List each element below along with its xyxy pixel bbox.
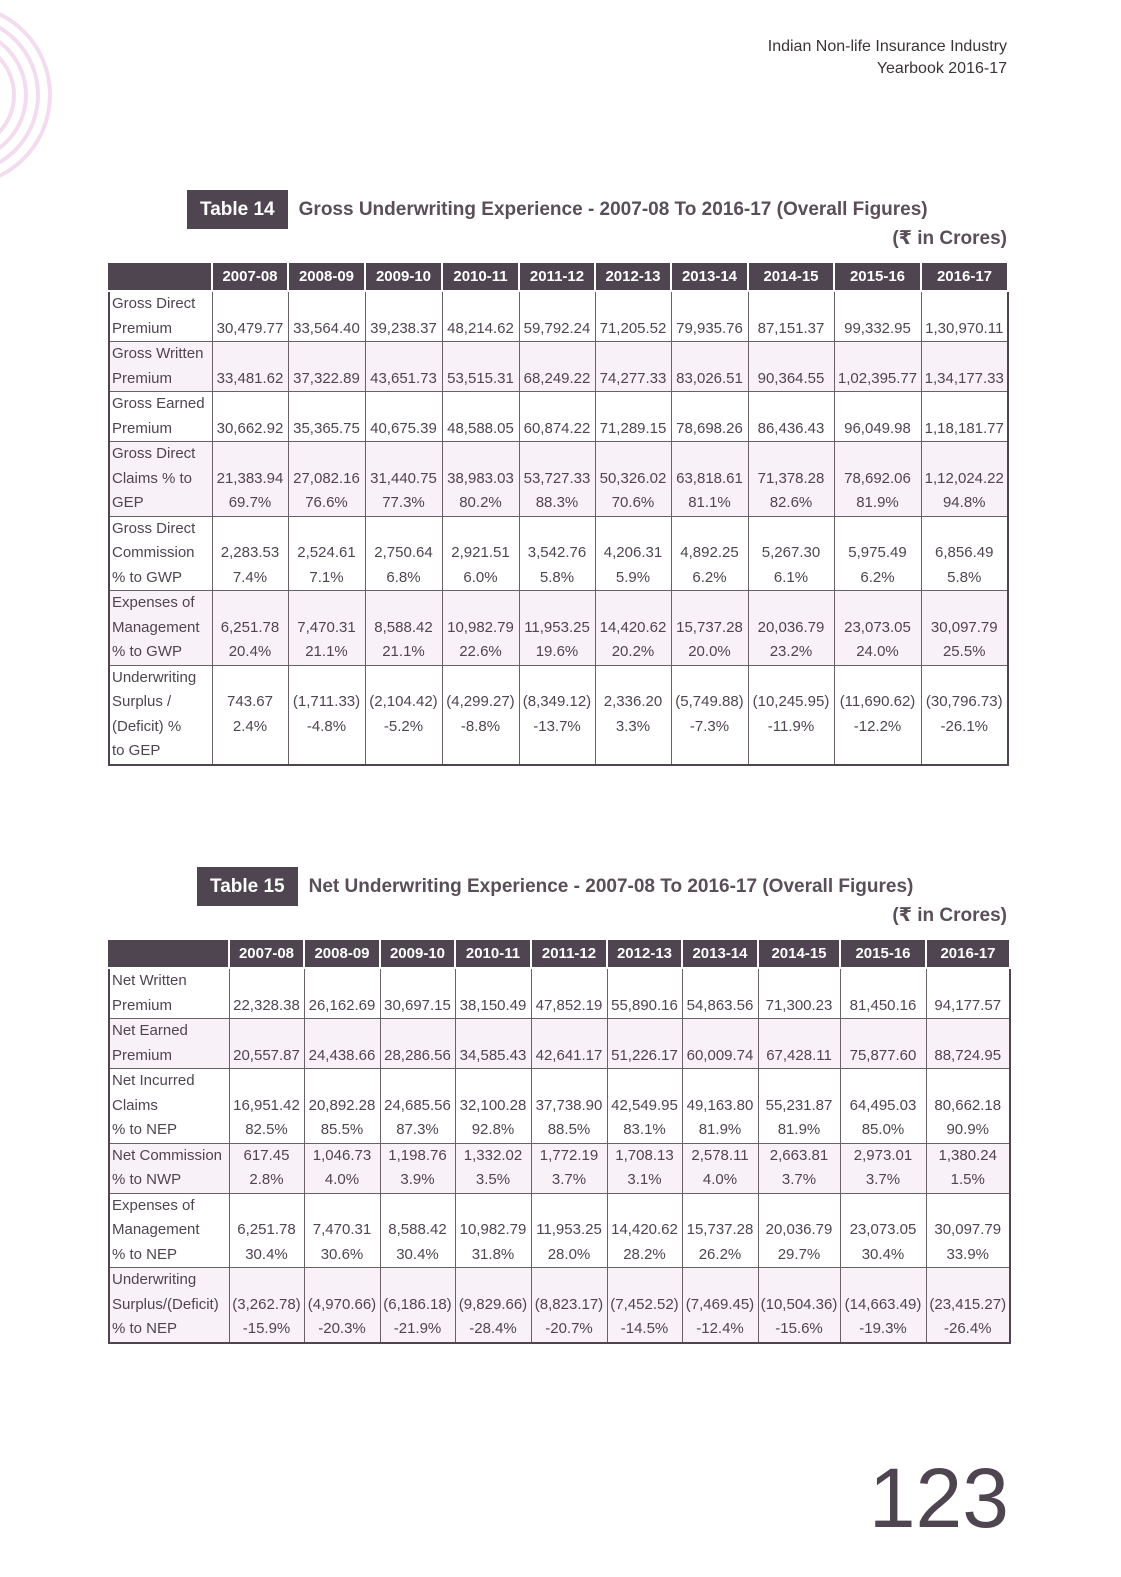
page-number: 123 [868, 1451, 1009, 1545]
table-cell: 4,892.25 6.2% [671, 516, 748, 591]
table-cell: 34,585.43 [455, 1019, 531, 1069]
table-cell: 71,300.23 [758, 968, 840, 1019]
row-label: Gross Written Premium [109, 342, 212, 392]
row-label: Gross Direct Claims % to GEP [109, 442, 212, 517]
table-cell: 88,724.95 [926, 1019, 1010, 1069]
table-cell: 2,921.51 6.0% [442, 516, 519, 591]
table-cell: 1,12,024.22 94.8% [921, 442, 1008, 517]
table-row [109, 968, 1010, 1019]
table-cell: 10,982.79 31.8% [455, 1193, 531, 1268]
table-cell: 83,026.51 [671, 342, 748, 392]
table-cell: 64,495.03 85.0% [840, 1069, 926, 1144]
table15-title: Net Underwriting Experience - 2007-08 To 2016-17 (Overall Figures) [308, 875, 914, 897]
table-cell: 27,082.16 76.6% [288, 442, 365, 517]
table-cell: 33,564.40 [288, 291, 365, 342]
table-cell: 20,557.87 [229, 1019, 304, 1069]
table-cell: 74,277.33 [595, 342, 671, 392]
table-cell: 1,198.76 3.9% [380, 1143, 455, 1193]
table-cell: 23,073.05 30.4% [840, 1193, 926, 1268]
table-cell: 10,982.79 22.6% [442, 591, 519, 666]
table-cell: 16,951.42 82.5% [229, 1069, 304, 1144]
table-row [109, 516, 1008, 591]
table-cell: (8,349.12) -13.7% [519, 665, 595, 765]
row-label: Net Written Premium [109, 968, 229, 1019]
table-cell: 8,588.42 21.1% [365, 591, 442, 666]
table-cell: 617.45 2.8% [229, 1143, 304, 1193]
table-cell: 78,692.06 81.9% [834, 442, 921, 517]
table-cell: 14,420.62 28.2% [607, 1193, 682, 1268]
year-header: 2009-10 [365, 262, 442, 291]
row-label: Expenses of Management % to GWP [109, 591, 212, 666]
table-cell: 31,440.75 77.3% [365, 442, 442, 517]
table-cell: 75,877.60 [840, 1019, 926, 1069]
year-header: 2015-16 [840, 939, 926, 968]
table-row [109, 392, 1008, 442]
table-cell: 1,34,177.33 [921, 342, 1008, 392]
year-header: 2012-13 [595, 262, 671, 291]
table-cell: 60,009.74 [682, 1019, 758, 1069]
table-cell: 81,450.16 [840, 968, 926, 1019]
table14 [108, 261, 1009, 766]
table-cell: 55,890.16 [607, 968, 682, 1019]
table-cell: (4,299.27) -8.8% [442, 665, 519, 765]
table-cell: (1,711.33) -4.8% [288, 665, 365, 765]
row-label: Gross Direct Premium [109, 291, 212, 342]
table-cell: 23,073.05 24.0% [834, 591, 921, 666]
table-cell: 2,973.01 3.7% [840, 1143, 926, 1193]
table-cell: 38,150.49 [455, 968, 531, 1019]
table-cell: 1,332.02 3.5% [455, 1143, 531, 1193]
table-cell: 51,226.17 [607, 1019, 682, 1069]
year-header: 2007-08 [229, 939, 304, 968]
table-row [109, 442, 1008, 517]
year-header: 2016-17 [926, 939, 1010, 968]
table-cell: 55,231.87 81.9% [758, 1069, 840, 1144]
table-row [109, 1143, 1010, 1193]
table-cell: (10,504.36) -15.6% [758, 1268, 840, 1343]
year-header: 2012-13 [607, 939, 682, 968]
table-cell: 42,641.17 [531, 1019, 607, 1069]
table-cell: 2,663.81 3.7% [758, 1143, 840, 1193]
table-cell: 49,163.80 81.9% [682, 1069, 758, 1144]
table-cell: 22,328.38 [229, 968, 304, 1019]
table-row [109, 1069, 1010, 1144]
table14-tag: Table 14 [187, 190, 288, 229]
table-cell: 24,685.56 87.3% [380, 1069, 455, 1144]
table-cell: (2,104.42) -5.2% [365, 665, 442, 765]
table-row [109, 665, 1008, 765]
year-header: 2011-12 [531, 939, 607, 968]
table-cell: (6,186.18) -21.9% [380, 1268, 455, 1343]
table14-header-row [109, 262, 1008, 291]
table-cell: (10,245.95) -11.9% [748, 665, 834, 765]
table-cell: 11,953.25 19.6% [519, 591, 595, 666]
table15 [108, 938, 1011, 1344]
table-cell: 96,049.98 [834, 392, 921, 442]
table-cell: (30,796.73) -26.1% [921, 665, 1008, 765]
table-cell: 5,267.30 6.1% [748, 516, 834, 591]
table-row [109, 1268, 1010, 1343]
year-header: 2010-11 [442, 262, 519, 291]
table14-title-bar [187, 190, 928, 229]
table-row [109, 291, 1008, 342]
table-cell: (3,262.78) -15.9% [229, 1268, 304, 1343]
table-cell: 67,428.11 [758, 1019, 840, 1069]
table-cell: 1,046.73 4.0% [304, 1143, 380, 1193]
table-cell: 6,251.78 30.4% [229, 1193, 304, 1268]
table15-header-row [109, 939, 1010, 968]
table-cell: 35,365.75 [288, 392, 365, 442]
table-cell: 37,322.89 [288, 342, 365, 392]
table-cell: 80,662.18 90.9% [926, 1069, 1010, 1144]
table-cell: 40,675.39 [365, 392, 442, 442]
table-cell: 33,481.62 [212, 342, 288, 392]
row-label: Net Incurred Claims % to NEP [109, 1069, 229, 1144]
table-cell: 90,364.55 [748, 342, 834, 392]
year-header: 2007-08 [212, 262, 288, 291]
table-cell: 30,662.92 [212, 392, 288, 442]
decorative-arcs [0, 0, 70, 230]
table-cell: 2,524.61 7.1% [288, 516, 365, 591]
row-label: Net Commission % to NWP [109, 1143, 229, 1193]
table-cell: (8,823.17) -20.7% [531, 1268, 607, 1343]
table14-unit: (₹ in Crores) [892, 228, 1007, 249]
table-cell: 86,436.43 [748, 392, 834, 442]
table-cell: 743.67 2.4% [212, 665, 288, 765]
year-header: 2015-16 [834, 262, 921, 291]
year-header: 2008-09 [304, 939, 380, 968]
table-cell: 2,750.64 6.8% [365, 516, 442, 591]
table-cell: 53,727.33 88.3% [519, 442, 595, 517]
table-cell: 28,286.56 [380, 1019, 455, 1069]
table14-title: Gross Underwriting Experience - 2007-08 To 2016-17 (Overall Figures) [298, 198, 928, 220]
table-cell: 1,380.24 1.5% [926, 1143, 1010, 1193]
table-cell: 20,036.79 29.7% [758, 1193, 840, 1268]
table-cell: 2,336.20 3.3% [595, 665, 671, 765]
table-cell: 60,874.22 [519, 392, 595, 442]
table-cell: 71,378.28 82.6% [748, 442, 834, 517]
table-cell: 30,097.79 25.5% [921, 591, 1008, 666]
table-cell: 4,206.31 5.9% [595, 516, 671, 591]
table-cell: (9,829.66) -28.4% [455, 1268, 531, 1343]
table-cell: 30,479.77 [212, 291, 288, 342]
table-cell: 32,100.28 92.8% [455, 1069, 531, 1144]
table15-title-bar [197, 867, 913, 906]
table15-unit: (₹ in Crores) [892, 905, 1007, 926]
table-cell: 68,249.22 [519, 342, 595, 392]
table-cell: 1,772.19 3.7% [531, 1143, 607, 1193]
table-cell: 30,697.15 [380, 968, 455, 1019]
row-label: Gross Earned Premium [109, 392, 212, 442]
header-corner [109, 262, 212, 291]
table-cell: (4,970.66) -20.3% [304, 1268, 380, 1343]
year-header: 2014-15 [748, 262, 834, 291]
table-cell: 47,852.19 [531, 968, 607, 1019]
table-cell: 5,975.49 6.2% [834, 516, 921, 591]
year-header: 2013-14 [671, 262, 748, 291]
header-line-2: Yearbook 2016-17 [876, 60, 1007, 77]
table-cell: 14,420.62 20.2% [595, 591, 671, 666]
table-cell: 87,151.37 [748, 291, 834, 342]
table-cell: (5,749.88) -7.3% [671, 665, 748, 765]
year-header: 2014-15 [758, 939, 840, 968]
year-header: 2011-12 [519, 262, 595, 291]
table-cell: 39,238.37 [365, 291, 442, 342]
table-cell: 50,326.02 70.6% [595, 442, 671, 517]
row-label: Underwriting Surplus/(Deficit) % to NEP [109, 1268, 229, 1343]
table-cell: (23,415.27) -26.4% [926, 1268, 1010, 1343]
table-cell: 24,438.66 [304, 1019, 380, 1069]
table-cell: 48,214.62 [442, 291, 519, 342]
table-cell: 42,549.95 83.1% [607, 1069, 682, 1144]
table-cell: 20,036.79 23.2% [748, 591, 834, 666]
row-label: Gross Direct Commission % to GWP [109, 516, 212, 591]
table15-tag: Table 15 [197, 867, 298, 906]
table-row [109, 591, 1008, 666]
table-cell: (7,452.52) -14.5% [607, 1268, 682, 1343]
table-cell: 71,289.15 [595, 392, 671, 442]
header-line-1: Indian Non-life Insurance Industry [767, 38, 1007, 55]
table-cell: 79,935.76 [671, 291, 748, 342]
table-cell: 20,892.28 85.5% [304, 1069, 380, 1144]
table-cell: 48,588.05 [442, 392, 519, 442]
table-cell: (14,663.49) -19.3% [840, 1268, 926, 1343]
year-header: 2013-14 [682, 939, 758, 968]
table-cell: 43,651.73 [365, 342, 442, 392]
table-cell: 1,708.13 3.1% [607, 1143, 682, 1193]
table-cell: 99,332.95 [834, 291, 921, 342]
table-cell: 7,470.31 30.6% [304, 1193, 380, 1268]
table-cell: 15,737.28 26.2% [682, 1193, 758, 1268]
table-cell: 6,251.78 20.4% [212, 591, 288, 666]
table-cell: (11,690.62) -12.2% [834, 665, 921, 765]
year-header: 2008-09 [288, 262, 365, 291]
table-cell: 7,470.31 21.1% [288, 591, 365, 666]
table-cell: 78,698.26 [671, 392, 748, 442]
row-label: Net Earned Premium [109, 1019, 229, 1069]
table-cell: 53,515.31 [442, 342, 519, 392]
table-cell: 11,953.25 28.0% [531, 1193, 607, 1268]
table-cell: 63,818.61 81.1% [671, 442, 748, 517]
table-cell: 71,205.52 [595, 291, 671, 342]
table-cell: 37,738.90 88.5% [531, 1069, 607, 1144]
table-cell: 59,792.24 [519, 291, 595, 342]
table-cell: 8,588.42 30.4% [380, 1193, 455, 1268]
table-row [109, 342, 1008, 392]
table-cell: 94,177.57 [926, 968, 1010, 1019]
row-label: Expenses of Management % to NEP [109, 1193, 229, 1268]
page-header [768, 36, 1007, 80]
table-cell: 1,18,181.77 [921, 392, 1008, 442]
year-header: 2010-11 [455, 939, 531, 968]
table-cell: 6,856.49 5.8% [921, 516, 1008, 591]
table-cell: (7,469.45) -12.4% [682, 1268, 758, 1343]
header-corner [109, 939, 229, 968]
table-cell: 3,542.76 5.8% [519, 516, 595, 591]
row-label: Underwriting Surplus / (Deficit) % to GEP [109, 665, 212, 765]
table-cell: 15,737.28 20.0% [671, 591, 748, 666]
table-cell: 26,162.69 [304, 968, 380, 1019]
table-cell: 54,863.56 [682, 968, 758, 1019]
table-cell: 2,283.53 7.4% [212, 516, 288, 591]
year-header: 2016-17 [921, 262, 1008, 291]
table-cell: 21,383.94 69.7% [212, 442, 288, 517]
table-cell: 1,30,970.11 [921, 291, 1008, 342]
table-cell: 30,097.79 33.9% [926, 1193, 1010, 1268]
table-row [109, 1193, 1010, 1268]
table-cell: 38,983.03 80.2% [442, 442, 519, 517]
year-header: 2009-10 [380, 939, 455, 968]
table-row [109, 1019, 1010, 1069]
table-cell: 1,02,395.77 [834, 342, 921, 392]
table-cell: 2,578.11 4.0% [682, 1143, 758, 1193]
